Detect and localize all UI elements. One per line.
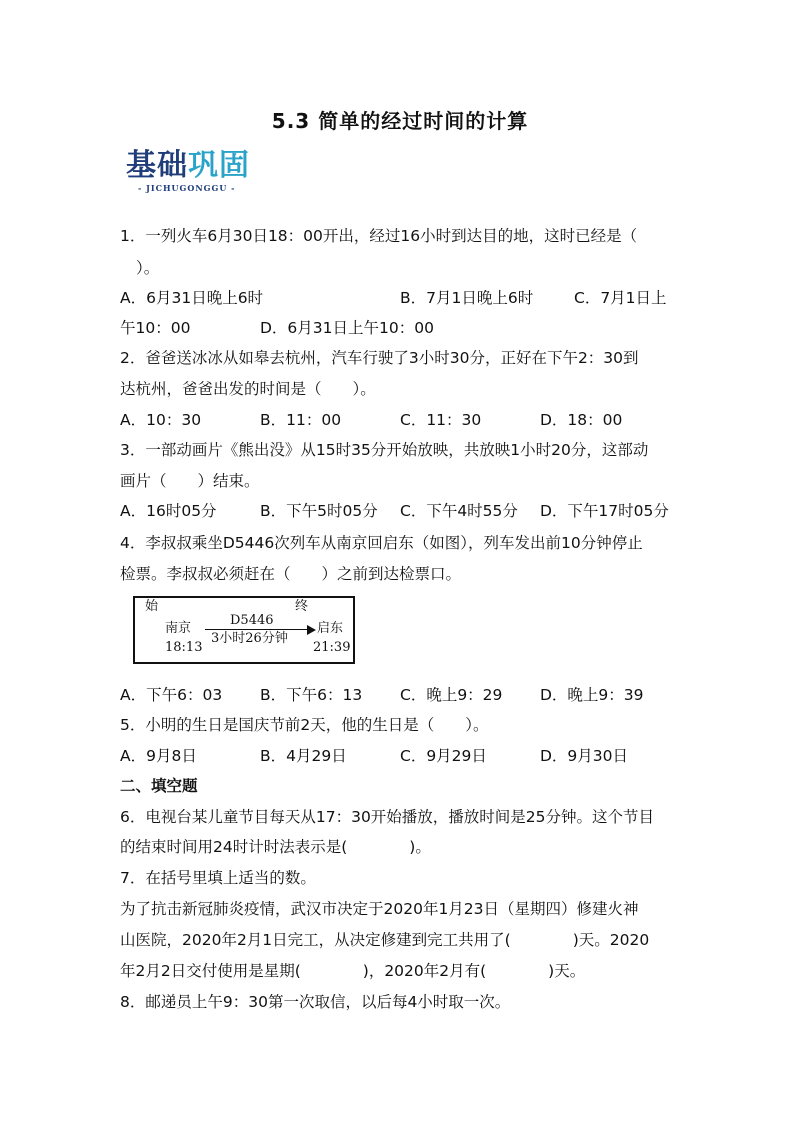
q4-line2: 检票。李叔叔必须赶在（ ）之前到达检票口。: [120, 565, 462, 583]
q4-option-b: B．下午6：13: [260, 686, 363, 704]
q2-option-c: C．11：30: [400, 411, 482, 429]
q1-line2: ）。: [136, 259, 160, 277]
logo-text: [126, 148, 250, 184]
q5-option-d: D．9月30日: [540, 747, 629, 765]
q6-line2: 的结束时间用24时计时法表示是( )。: [120, 838, 431, 856]
q3-line1: 3．一部动画片《熊出没》从15时35分开始放映，共放映1小时20分，这部动: [120, 441, 649, 459]
q7-line2: 为了抗击新冠肺炎疫情，武汉市决定于2020年1月23日（星期四）修建火神: [120, 900, 639, 918]
q7-line3: 山医院，2020年2月1日完工，从决定修建到完工共用了( )天。2020: [120, 931, 650, 949]
ticket-to-station: 启东: [317, 621, 344, 636]
q2-option-d: D．18：00: [540, 411, 623, 429]
q4-line1: 4．李叔叔乘坐D5446次列车从南京回启东（如图），列车发出前10分钟停止: [120, 534, 643, 552]
q3-option-c: C．下午4时55分: [400, 502, 518, 520]
q2-line1: 2．爸爸送冰冰从如皋去杭州，汽车行驶了3小时30分，正好在下午2：30到: [120, 349, 639, 367]
logo-text-a: 基础: [126, 148, 188, 183]
ticket-from-station: 南京: [165, 621, 192, 636]
q1-option-c: C．7月1日上: [574, 289, 667, 307]
q5-option-a: A．9月8日: [120, 747, 197, 765]
q6-line1: 6．电视台某儿童节目每天从17：30开始播放，播放时间是25分钟。这个节目: [120, 808, 655, 826]
q7-line1: 7．在括号里填上适当的数。: [120, 869, 316, 887]
ticket-start-label: 始: [145, 599, 159, 614]
q3-option-d: D．下午17时05分: [540, 502, 669, 520]
q3-option-b: B．下午5时05分: [260, 502, 378, 520]
section-fill-in-heading: 二、填空题: [120, 777, 198, 795]
q3-option-a: A．16时05分: [120, 502, 217, 520]
logo-text-b: 巩固: [188, 148, 250, 183]
train-ticket-figure: [133, 596, 355, 664]
q5-option-c: C．9月29日: [400, 747, 487, 765]
q2-line2: 达杭州，爸爸出发的时间是（ ）。: [120, 380, 376, 398]
q4-option-a: A．下午6：03: [120, 686, 223, 704]
q2-option-b: B．11：00: [260, 411, 342, 429]
q4-option-d: D．晚上9：39: [540, 686, 644, 704]
q5-line1: 5．小明的生日是国庆节前2天，他的生日是（ ）。: [120, 716, 489, 734]
ticket-duration: 3小时26分钟: [211, 631, 288, 646]
ticket-arrow-line: [205, 629, 309, 630]
q1-option-b: B．7月1日晚上6时: [400, 289, 534, 307]
q7-line4: 年2月2日交付使用是星期( )，2020年2月有( )天。: [120, 962, 586, 980]
q8-line1: 8．邮递员上午9：30第一次取信，以后每4小时取一次。: [120, 993, 511, 1011]
q1-line1: 1．一列火车6月30日18：00开出，经过16小时到达目的地，这时已经是（: [120, 227, 638, 245]
jichugonggu-logo: [126, 148, 271, 196]
ticket-arrow-head-icon: [307, 625, 316, 635]
ticket-arrive-time: 21:39: [313, 640, 351, 655]
q2-option-a: A．10：30: [120, 411, 202, 429]
ticket-train-number: D5446: [230, 613, 274, 628]
ticket-depart-time: 18:13: [165, 640, 203, 655]
q1-option-a: A．6月31日晚上6时: [120, 289, 264, 307]
q3-line2: 画片（ ）结束。: [120, 472, 260, 490]
q4-option-c: C．晚上9：29: [400, 686, 503, 704]
page-title: 5.3 简单的经过时间的计算: [271, 109, 529, 133]
q5-option-b: B．4月29日: [260, 747, 347, 765]
q1-option-d: D．6月31日上午10：00: [260, 319, 434, 337]
ticket-end-label: 终: [295, 599, 309, 614]
q1-option-c-cont: 午10：00: [120, 319, 191, 337]
logo-subtext: - JICHUGONGGU -: [138, 183, 236, 193]
